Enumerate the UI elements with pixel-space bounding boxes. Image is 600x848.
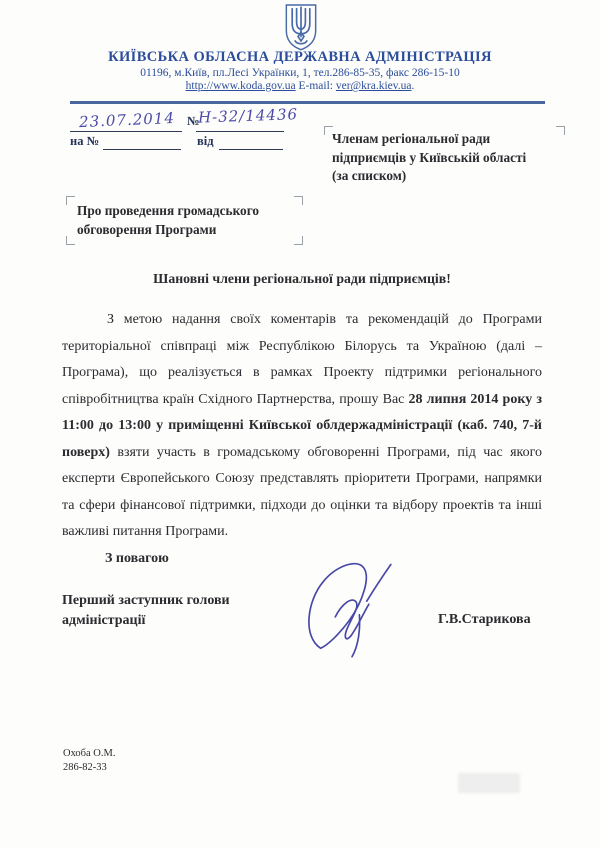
recipient-line: підприємців у Київській області — [332, 149, 527, 165]
subject-block — [77, 201, 307, 239]
email-suffix: . — [411, 80, 415, 92]
organization-address: 01196, м.Київ, пл.Лесі Українки, 1, тел.286-85-35, факс 286-15-10 — [140, 67, 460, 79]
handwritten-signature-icon — [292, 554, 410, 664]
signer-title — [62, 591, 282, 631]
tryzub-emblem-icon — [279, 2, 323, 52]
letter-body — [62, 307, 542, 546]
executor-phone: 286-82-33 — [63, 762, 107, 773]
website-link: http://www.koda.gov.ua — [185, 80, 296, 92]
subject-corner-mark — [66, 196, 75, 205]
email-label: E-mail: — [295, 80, 336, 92]
reply-to-blank-line — [103, 149, 181, 150]
number-blank-line — [196, 131, 284, 132]
reply-date-blank-line — [219, 149, 283, 150]
closing-regards: З повагою — [105, 551, 169, 566]
recipient-block — [332, 130, 564, 186]
letterhead-divider — [70, 101, 545, 104]
subject-corner-mark — [66, 236, 75, 245]
number-label: № — [187, 114, 200, 128]
reply-date-label: від — [197, 134, 214, 148]
body-text: взяти участь в громадському обговоренні Програми, під час якого експерти Європейського Союзу представлять пріоритети Програми, напрямки та сфери фінансової підтримки, підходи до оцінки та відбору проектів та інші важливі питання Програми. — [62, 444, 542, 539]
executor-block — [63, 747, 115, 775]
signer-name: Г.В.Старикова — [438, 612, 531, 627]
signer-title-line: Перший заступник голови — [62, 593, 230, 608]
executor-name: Охоба О.М. — [63, 748, 116, 759]
signer-title-line: адміністрації — [62, 613, 146, 628]
organization-contacts — [0, 80, 600, 92]
date-blank-line — [70, 131, 182, 132]
body-text-emphasis: 28 липня 2014 року з 11:00 до 13:00 у приміщенні Київської облдержадміністрації (каб. 740, 7-й поверх) — [62, 391, 542, 460]
recipient-line: Членам регіональної ради — [332, 131, 491, 146]
recipient-line: (за списком) — [332, 168, 407, 183]
handwritten-date: 23.07.2014 — [78, 108, 176, 132]
scan-artifact — [458, 773, 520, 793]
body-text: З метою надання своїх коментарів та рекомендацій до Програми територіальної співпраці між Республікою Білорусь та Україною (далі – Програма), що реалізується в рамках Проекту підтримки регіонального співробітництва країн Східного Партнерства, прошу Вас — [62, 312, 542, 407]
organization-name: КИЇВСЬКА ОБЛАСНА ДЕРЖАВНА АДМІНІСТРАЦІЯ — [108, 49, 492, 65]
subject-line: обговорення Програми — [77, 222, 217, 237]
reply-to-label: на № — [70, 134, 100, 148]
subject-line: Про проведення громадського — [77, 203, 260, 218]
salutation: Шановні члени регіональної ради підприємців! — [153, 271, 451, 286]
email-link: ver@kra.kiev.ua — [335, 80, 412, 92]
handwritten-reference-number: Н-32/14436 — [197, 105, 299, 127]
